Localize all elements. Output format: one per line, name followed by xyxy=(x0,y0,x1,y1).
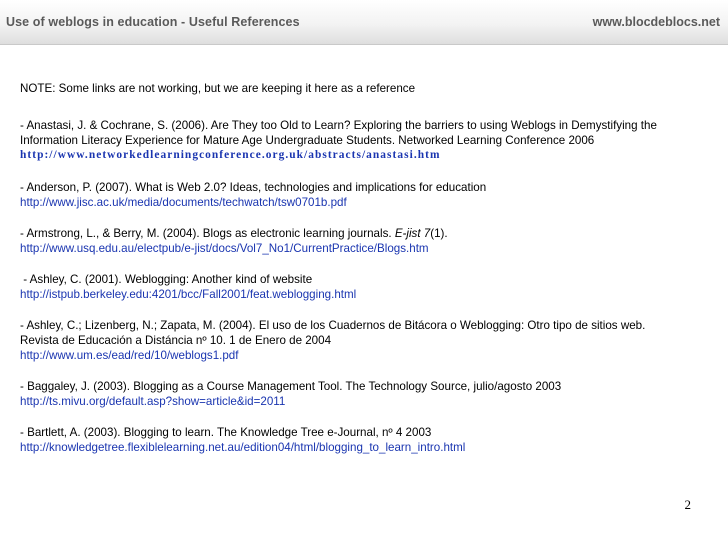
reference-item xyxy=(20,379,680,409)
reference-citation: - Armstrong, L., & Berry, M. (2004). Blogs as electronic learning journals. E-jist 7(1). xyxy=(20,227,448,240)
reference-citation: - Baggaley, J. (2003). Blogging as a Course Management Tool. The Technology Source, julio/agosto 2003 xyxy=(20,380,562,393)
reference-item xyxy=(20,118,680,163)
reference-citation: - Ashley, C.; Lizenberg, N.; Zapata, M. (2004). El uso de los Cuadernos de Bitácora o Weblogging: Otro tipo de sitios web. Revista de Educación a Distáncia nº 10. 1 de Enero de 2004 xyxy=(20,319,646,347)
reference-link[interactable]: http://www.um.es/ead/red/10/weblogs1.pdf xyxy=(20,349,239,362)
reference-citation: - Ashley, C. (2001). Weblogging: Another kind of website xyxy=(20,273,313,286)
slide-header xyxy=(0,0,728,44)
references-content xyxy=(20,81,680,471)
reference-citation: - Bartlett, A. (2003). Blogging to learn. The Knowledge Tree e-Journal, nº 4 2003 xyxy=(20,426,432,439)
reference-item xyxy=(20,425,680,455)
reference-item xyxy=(20,180,680,210)
header-title: Use of weblogs in education - Useful References xyxy=(6,15,300,29)
page-number: 2 xyxy=(684,497,691,512)
reference-link[interactable]: http://ts.mivu.org/default.asp?show=article&id=2011 xyxy=(20,395,286,408)
journal-italic: E-jist 7 xyxy=(394,227,431,240)
reference-item xyxy=(20,272,680,302)
reference-link[interactable]: http://www.networkedlearningconference.org.uk/abstracts/anastasi.htm xyxy=(20,149,441,161)
header-site: www.blocdeblocs.net xyxy=(592,15,720,29)
reference-link[interactable]: http://knowledgetree.flexiblelearning.net.au/edition04/html/blogging_to_learn_intro.html xyxy=(20,441,466,454)
reference-item xyxy=(20,226,680,256)
reference-link[interactable]: http://istpub.berkeley.edu:4201/bcc/Fall2001/feat.weblogging.html xyxy=(20,288,357,301)
header-divider xyxy=(0,44,728,45)
reference-citation: - Anderson, P. (2007). What is Web 2.0? Ideas, technologies and implications for education xyxy=(20,181,487,194)
reference-item xyxy=(20,318,680,363)
reference-link[interactable]: http://www.usq.edu.au/electpub/e-jist/docs/Vol7_No1/CurrentPractice/Blogs.htm xyxy=(20,242,429,255)
reference-citation: - Anastasi, J. & Cochrane, S. (2006). Are They too Old to Learn? Exploring the barriers to using Weblogs in Demystifying the Information Literacy Experience for Mature Age Undergraduate Students. Networked Learning Conference 2006 xyxy=(20,119,657,147)
reference-link[interactable]: http://www.jisc.ac.uk/media/documents/techwatch/tsw0701b.pdf xyxy=(20,196,347,209)
note-text: NOTE: Some links are not working, but we are keeping it here as a reference xyxy=(20,82,416,95)
